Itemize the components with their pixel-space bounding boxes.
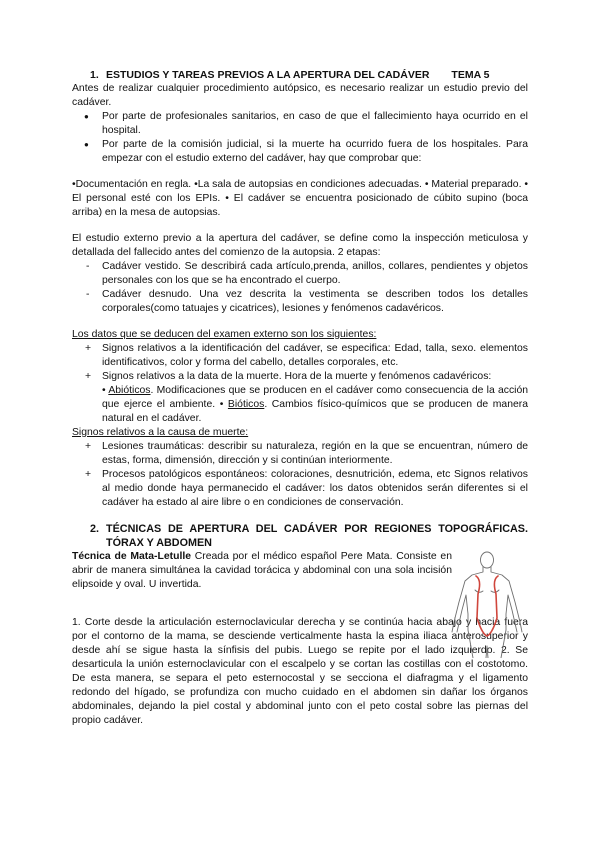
list-item: - Cadáver vestido. Se describirá cada artículo,prenda, anillos, collares, pendientes y objetos personales con los que se ha encontrado el cuerpo. <box>72 260 528 288</box>
technique-name: Técnica de Mata-Letulle <box>72 551 191 562</box>
technique-lead <box>72 550 452 592</box>
cause-heading: Signos relativos a la causa de muerte: <box>72 427 249 438</box>
abioticos-term: Abióticos <box>108 385 151 396</box>
list-item: + Lesiones traumáticas: describir su naturaleza, región en la que se encuentran, número de estas, forma, dimensión, dirección y si continúan interiormente. <box>72 440 528 468</box>
list-item <box>72 370 528 426</box>
performer-list <box>72 110 528 166</box>
external-data-list <box>72 342 528 426</box>
incision-line <box>476 576 498 636</box>
technique-description: Creada por el médico español Pere Mata. Consiste en abrir de manera simultánea la cavidad torácica y abdominal con una sola incisión elipsoide y oval. U invertida. <box>72 551 452 590</box>
data-heading: Los datos que se deducen del examen externo son los siguientes: <box>72 329 377 340</box>
death-date-text: Signos relativos a la data de la muerte. Hora de la muerte y fenómenos cadavéricos: <box>102 371 492 382</box>
procedure-paragraph: 1. Corte desde la articulación esternoclavicular derecha y se continúa hacia abajo y hacia fuera por el contorno de la mama, se desciende verticalmente hasta la espina iliaca anterosuperior y desde ahí se sigue hasta la sínfisis del pubis. Luego se repite por el lado izquierdo. 2. Se desarticula la unión esternoclavicular con el escalpelo y se cortan las costillas con el costotomo. De esta manera, se separa el peto esternocostal y se secciona el diafragma y el ligamento redondo del hígado, se profundiza con mucho cuidado en el abdomen sin dañar los órganos abdominales, dejando la piel costal y abdominal junto con el peto costal sobre las piernas del propio cadáver. <box>72 617 528 726</box>
stages-list <box>72 260 528 316</box>
section-1-title: ESTUDIOS Y TAREAS PREVIOS A LA APERTURA DEL CADÁVER <box>106 69 430 81</box>
cause-list <box>72 440 528 510</box>
section-2-heading <box>90 522 528 550</box>
definition-paragraph: El estudio externo previo a la apertura del cadáver, se define como la inspección meticulosa y detallada del fallecido antes del comienzo de la autopsia. 2 etapas: <box>72 233 528 258</box>
abioticos-text: . Modificaciones que se producen en el cadáver como consecuencia de la acción que ejerce el ambiente. • <box>102 385 529 410</box>
section-2-number: 2. <box>90 523 100 535</box>
list-item: + Procesos patológicos espontáneos: coloraciones, desnutrición, edema, etc Signos relativos al medio donde haya permanecido el cadáver: los datos obtenidos serán diferentes si el cadáver ha estado al aire libre o en condiciones de conservación. <box>72 468 528 510</box>
section-2-title: TÉCNICAS DE APERTURA DEL CADÁVER POR REGIONES TOPOGRÁFICAS. TÓRAX Y ABDOMEN <box>106 523 528 549</box>
incision-diagram <box>446 550 528 658</box>
intro-paragraph: Antes de realizar cualquier procedimiento autópsico, es necesario realizar un estudio previo del cadáver. <box>72 83 528 108</box>
list-item: + Signos relativos a la identificación del cadáver, se especifica: Edad, talla, sexo. elementos identificativos, color y forma del cabello, detalles corporales, etc. <box>72 342 528 370</box>
section-1-heading <box>90 68 528 82</box>
bioticos-term: Bióticos <box>227 399 265 410</box>
list-item: - Cadáver desnudo. Una vez descrita la vestimenta se describen todos los detalles corporales(como tatuajes y cicatrices), lesiones y fenómenos cadavéricos. <box>72 288 528 316</box>
tema-label: TEMA 5 <box>451 69 490 81</box>
bioticos-text: . Cambios físico-químicos que se producen de manera natural en el cadáver. <box>102 399 528 424</box>
document-page <box>72 68 528 728</box>
list-item: ● Por parte de profesionales sanitarios, en caso de que el fallecimiento haya ocurrido en el hospital. <box>72 110 528 138</box>
section-1-number: 1. <box>90 69 99 81</box>
list-item: ● Por parte de la comisión judicial, si la muerte ha ocurrido fuera de los hospitales. Para empezar con el estudio externo del cadáver, hay que comprobar que: <box>72 138 528 166</box>
mata-letulle-block <box>72 550 528 728</box>
bullet-glyph: • <box>102 385 109 396</box>
checklist-paragraph: •Documentación en regla. •La sala de autopsias en condiciones adecuadas. • Material preparado. • El personal esté con los EPIs. • El cadáver se encuentra posicionado de cúbito supino (boca arriba) en la mesa de autopsias. <box>72 179 528 218</box>
